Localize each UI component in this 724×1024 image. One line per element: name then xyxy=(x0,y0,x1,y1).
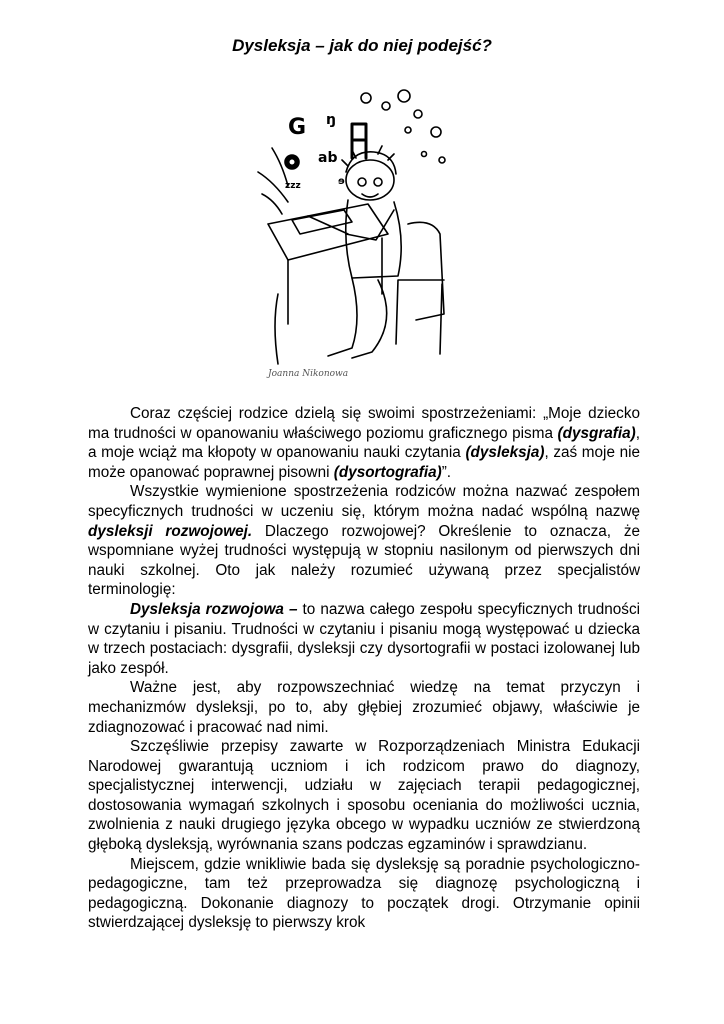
emphasized-term: dysleksji rozwojowej. xyxy=(88,522,253,540)
paragraph-text: Ważne jest, aby rozpowszechniać wiedzę na temat przyczyn i mechanizmów dysleksji, po to, aby głębiej zrozumieć objawy, właściwie je zdiagnozować i pracować nad nimi. xyxy=(88,679,640,736)
paragraph-text: to nazwa całego zespołu specyficznych trudności w czytaniu i pisaniu. Trudności w czytaniu i pisaniu mogą występować u dziecka w trzech postaciach: dysgrafii, dysleksji czy dysortografii w postaci izolowanej lub jako zespół. xyxy=(88,600,640,677)
paragraph-text: Miejscem, gdzie wnikliwie bada się dysleksję są poradnie psychologiczno-pedagogiczne, tam też przeprowadza się diagnozę psychologiczną i pedagogiczną. Dokonanie diagnozy to początek drogi. Otrzymanie opinii stwierdzającej dysleksję to pierwszy krok xyxy=(88,855,640,932)
paragraph-text: , zaś moje nie może opanować poprawnej pisowni xyxy=(88,444,640,481)
dyslexia-illustration xyxy=(248,84,478,384)
svg-text:ŋ: ŋ xyxy=(326,112,336,128)
paragraph-text: Dlaczego rozwojowej? Określenie to oznacza, że wspomniane wyżej trudności występują w stopniu nasilonym od pierwszych dni nauki szkolnej. Oto jak należy rozumieć używaną przez specjalistów terminologię: xyxy=(88,522,640,599)
paragraph-text: ”. xyxy=(441,463,452,481)
svg-text:G: G xyxy=(288,115,307,140)
svg-text:zzz: zzz xyxy=(285,181,301,191)
page-title: Dysleksja – jak do niej podejść? xyxy=(232,36,492,55)
svg-text:ɘ: ɘ xyxy=(338,176,345,187)
paragraph-text: Wszystkie wymienione spostrzeżenia rodziców można nazwać zespołem specyficznych trudności w uczeniu się, którym można nadać wspólną nazwę xyxy=(88,483,640,520)
paragraph xyxy=(88,600,640,678)
paragraph xyxy=(88,678,640,737)
paragraph-text: Szczęśliwie przepisy zawarte w Rozporządzeniach Ministra Edukacji Narodowej gwarantują uczniom i ich rodzicom prawo do diagnozy, specjalistycznej interwencji, udziału w zajęciach terapii pedagogicznej, dostosowania wymagań szkolnych i sposobu oceniania do możliwości ucznia, zwolnienia z nauki drugiego języka obcego w wypadku uczniów ze stwierdzoną głęboką dysleksją, wyrównania szans podczas egzaminów i sprawdzianu. xyxy=(88,738,640,854)
emphasized-term: (dysortografia) xyxy=(333,463,442,481)
paragraph xyxy=(88,855,640,933)
article-body xyxy=(88,404,640,933)
paragraph xyxy=(88,737,640,855)
paragraph-text: Coraz częściej rodzice dzielą się swoimi spostrzeżeniami: „Moje dziecko ma trudności w opanowaniu właściwego poziomu graficznego pisma xyxy=(88,405,640,442)
paragraph-text: , a moje wciąż ma kłopoty w opanowaniu nauki czytania xyxy=(88,424,640,462)
svg-text:ab: ab xyxy=(318,150,338,166)
illustration-signature: Joanna Nikonowa xyxy=(268,369,349,379)
paragraph xyxy=(88,404,640,482)
emphasized-term: (dysleksja) xyxy=(465,444,545,462)
paragraph xyxy=(88,482,640,600)
emphasized-term: Dysleksja rozwojowa – xyxy=(130,600,298,618)
emphasized-term: (dysgrafia) xyxy=(557,424,636,442)
